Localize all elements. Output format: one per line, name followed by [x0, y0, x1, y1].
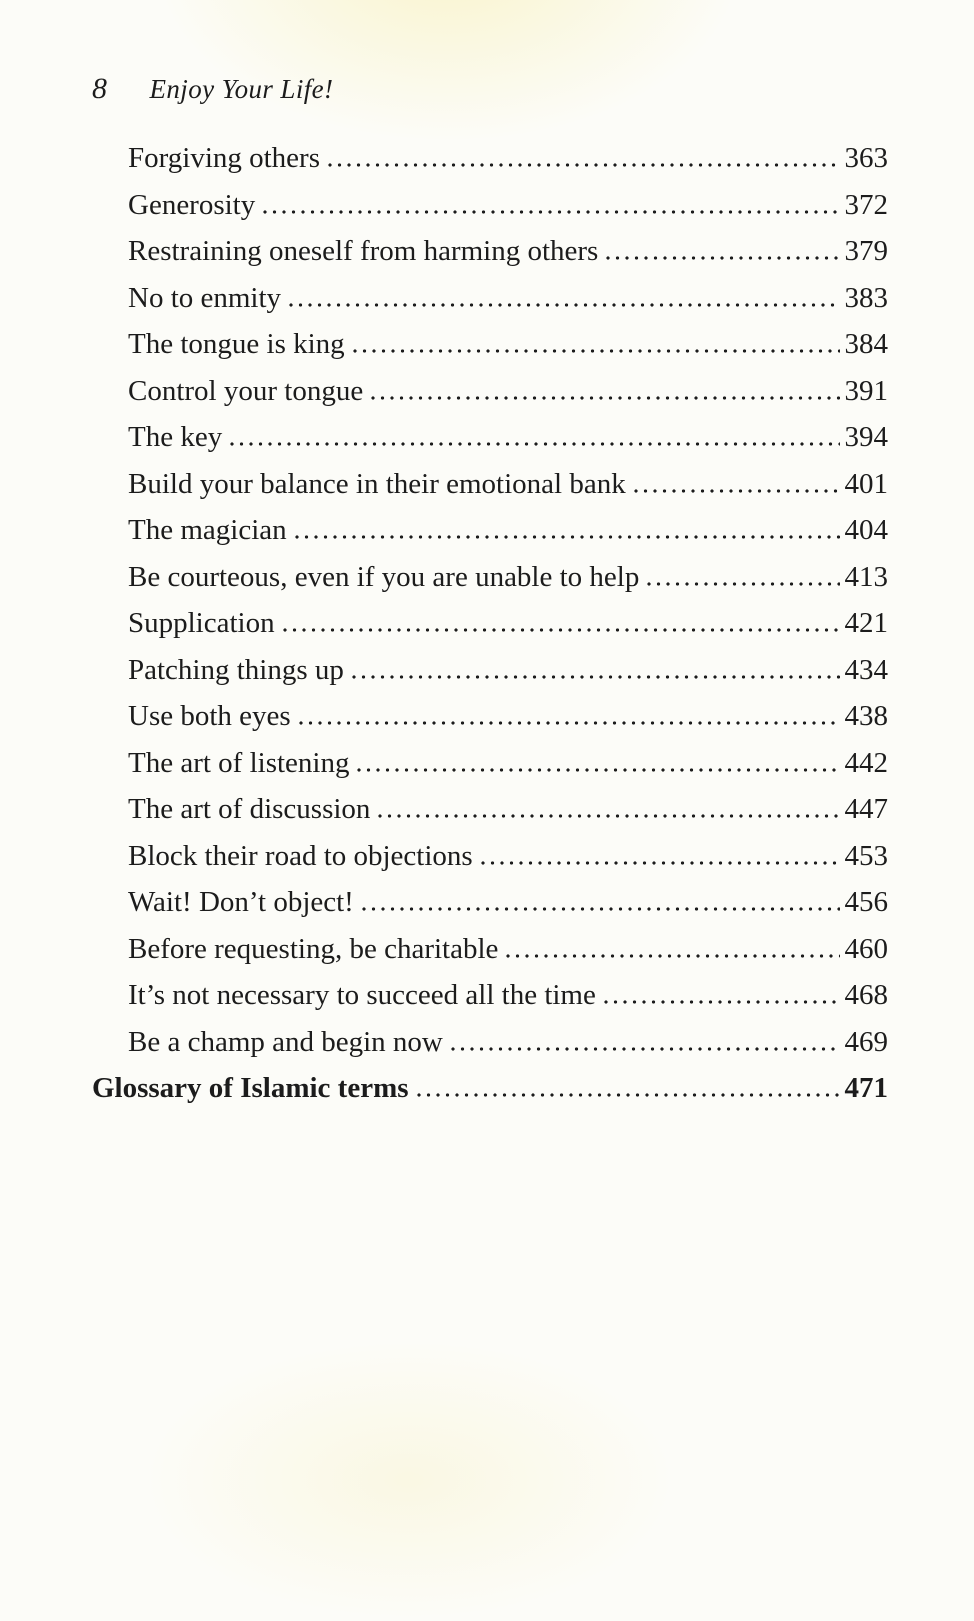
- toc-entry-page: 413: [844, 560, 888, 593]
- toc-entry-title: Wait! Don’t object!: [128, 886, 354, 918]
- dot-leader: [328, 163, 840, 167]
- toc-entry-page: 379: [844, 235, 888, 267]
- toc-entry-title: The tongue is king: [128, 328, 345, 360]
- toc-entry-page: 401: [844, 467, 888, 500]
- toc-entry: [92, 793, 888, 840]
- toc-entry-title: Control your tongue: [128, 374, 364, 407]
- toc-entry-page: 383: [844, 281, 888, 314]
- running-title: Enjoy Your Life!: [149, 74, 334, 104]
- toc-entry-page: 438: [844, 700, 888, 732]
- toc-entry: [92, 189, 888, 236]
- toc-entry-title: The key: [128, 421, 223, 453]
- toc-entry: [92, 700, 888, 747]
- toc-entry: [92, 561, 888, 608]
- dot-leader: [647, 582, 839, 586]
- toc-entry: [92, 979, 888, 1026]
- toc-entry: [92, 235, 888, 282]
- dot-leader: [289, 303, 839, 307]
- toc-entry-page: 404: [844, 514, 888, 546]
- toc-entry: [92, 933, 888, 980]
- toc-entry-title: Build your balance in their emotional bank: [128, 467, 626, 500]
- toc-entry: [92, 607, 888, 654]
- dot-leader: [263, 210, 839, 214]
- toc-entry-title: Restraining oneself from harming others: [128, 235, 599, 267]
- dot-leader: [506, 954, 839, 958]
- toc-entry-page: 460: [844, 932, 888, 965]
- toc-entry-title: Patching things up: [128, 653, 344, 686]
- dot-leader: [283, 628, 840, 632]
- toc-list: [92, 142, 888, 1119]
- toc-entry-page: 442: [844, 746, 888, 779]
- dot-leader: [606, 256, 839, 260]
- toc-entry-title: The magician: [128, 514, 287, 546]
- toc-entry-title: Be a champ and begin now: [128, 1025, 443, 1058]
- toc-entry-title: Forgiving others: [128, 142, 320, 174]
- toc-entry-title: Before requesting, be charitable: [128, 932, 499, 965]
- dot-leader: [352, 675, 840, 679]
- toc-entry-page: 372: [844, 188, 888, 221]
- dot-leader: [299, 721, 840, 725]
- dot-leader: [353, 349, 840, 353]
- dot-leader: [230, 442, 839, 446]
- toc-entry-page: 434: [844, 653, 888, 686]
- toc-entry: [92, 886, 888, 933]
- toc-entry-title: Glossary of Islamic terms: [92, 1072, 409, 1104]
- toc-entry-title: Generosity: [128, 188, 256, 221]
- page-number: 8: [92, 72, 108, 105]
- dot-leader: [417, 1093, 840, 1097]
- toc-entry-title: Be courteous, even if you are unable to help: [128, 560, 640, 593]
- toc-entry: [92, 375, 888, 422]
- toc-entry-page: 447: [844, 793, 888, 825]
- dot-leader: [451, 1047, 840, 1051]
- toc-entry: [92, 328, 888, 375]
- dot-leader: [362, 907, 840, 911]
- toc-entry-page: 384: [844, 328, 888, 360]
- toc-entry-page: 391: [844, 374, 888, 407]
- toc-entry-page: 471: [844, 1072, 888, 1104]
- toc-entry-page: 421: [844, 607, 888, 639]
- toc-entry: [92, 1026, 888, 1073]
- toc-entry-title: No to enmity: [128, 281, 282, 314]
- toc-entry-page: 394: [844, 421, 888, 453]
- toc-entry-page: 363: [844, 142, 888, 174]
- dot-leader: [481, 861, 840, 865]
- toc-entry: [92, 654, 888, 701]
- toc-entry: [92, 514, 888, 561]
- toc-entry-page: 456: [844, 886, 888, 918]
- toc-entry: [92, 747, 888, 794]
- toc-entry: [92, 142, 888, 189]
- toc-entry-title: Supplication: [128, 607, 275, 639]
- toc-entry-title: The art of listening: [128, 746, 350, 779]
- toc-entry: [92, 840, 888, 887]
- toc-entry-title: The art of discussion: [128, 793, 371, 825]
- toc-entry-title: It’s not necessary to succeed all the time: [128, 979, 596, 1011]
- toc-entry-page: 453: [844, 839, 888, 872]
- dot-leader: [634, 489, 840, 493]
- toc-entry: [92, 421, 888, 468]
- toc-entry: [92, 282, 888, 329]
- dot-leader: [371, 396, 839, 400]
- dot-leader: [295, 535, 840, 539]
- toc-entry-title: Use both eyes: [128, 700, 291, 732]
- toc-entry: [92, 468, 888, 515]
- toc-entry-page: 469: [844, 1025, 888, 1058]
- dot-leader: [357, 768, 839, 772]
- dot-leader: [604, 1000, 840, 1004]
- toc-entry: [92, 1072, 888, 1119]
- toc-entry-title: Block their road to objections: [128, 839, 473, 872]
- dot-leader: [378, 814, 839, 818]
- page-header: [92, 72, 888, 116]
- toc-entry-page: 468: [844, 979, 888, 1011]
